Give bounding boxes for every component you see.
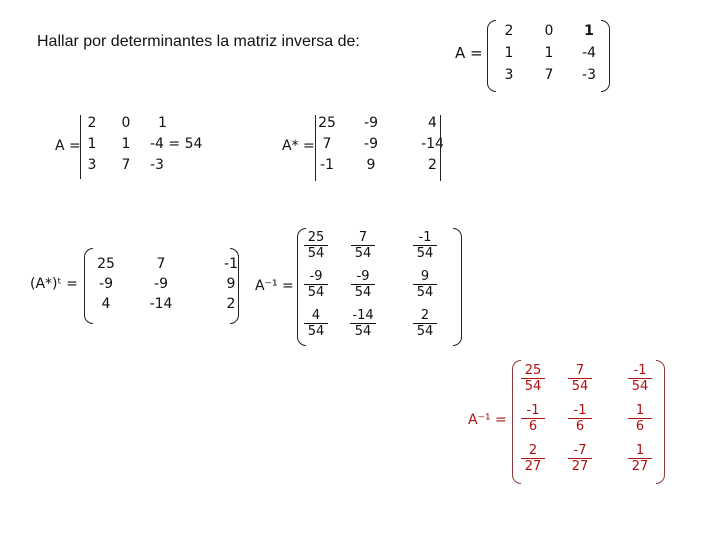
- denominator: 27: [524, 459, 542, 474]
- inverse-label: A⁻¹ =: [255, 278, 294, 294]
- numerator: 7: [351, 230, 375, 246]
- denominator: 6: [528, 419, 538, 434]
- denominator: 54: [416, 246, 434, 261]
- transposed-adjugate: [30, 248, 245, 324]
- inverse-matrix-fractions: [255, 228, 465, 346]
- numerator: 1: [628, 443, 652, 459]
- cell: 1: [504, 45, 514, 61]
- numerator: -1: [413, 230, 437, 246]
- cell: 7: [322, 136, 332, 152]
- numerator: 4: [304, 308, 328, 324]
- matrix-bracket: [453, 228, 462, 346]
- denominator: 54: [307, 324, 325, 339]
- fraction-cell: [548, 403, 612, 434]
- cell: 25: [97, 256, 115, 272]
- fraction-cell: [548, 363, 612, 394]
- cell: -9: [99, 276, 113, 292]
- denominator: 54: [307, 246, 325, 261]
- cell: 25: [318, 115, 336, 131]
- fraction-cell: [395, 308, 455, 339]
- fraction-cell: [518, 403, 548, 434]
- denominator: 54: [307, 285, 325, 300]
- transposed-cells: [86, 256, 266, 312]
- cell: 1: [158, 115, 167, 131]
- denominator: 54: [631, 379, 649, 394]
- determinant-bar: [440, 115, 441, 181]
- cell: 7: [121, 157, 131, 173]
- cell: -9: [364, 115, 378, 131]
- cell: 1: [584, 23, 594, 39]
- matrix-bracket: [230, 248, 239, 324]
- matrix-a-cells: [489, 23, 609, 83]
- problem-statement: Hallar por determinantes la matriz inversa de:: [37, 33, 360, 50]
- numerator: -1: [568, 403, 592, 419]
- numerator: -14: [352, 308, 374, 323]
- numerator: 2: [413, 308, 437, 324]
- numerator: 1: [628, 403, 652, 419]
- fraction-cell: [301, 230, 331, 261]
- matrix-bracket: [656, 360, 665, 484]
- cell: -9: [364, 136, 378, 152]
- numerator: -7: [568, 443, 592, 459]
- cell: -4 = 54: [150, 136, 203, 152]
- cell: -3: [150, 157, 164, 173]
- cell: -3: [582, 67, 596, 83]
- fraction-cell: [548, 443, 612, 474]
- cell: 1: [87, 136, 97, 152]
- cell: -1: [224, 256, 238, 272]
- denominator: 6: [575, 419, 585, 434]
- fraction-cell: [518, 443, 548, 474]
- fraction-cell: [331, 269, 395, 300]
- denominator: 54: [354, 285, 372, 300]
- inverse-simplified-label: A⁻¹ =: [468, 412, 507, 428]
- determinant-bar: [80, 115, 81, 179]
- fraction-cell: [331, 230, 395, 261]
- denominator: 54: [354, 324, 372, 339]
- cell: 2: [87, 115, 97, 131]
- determinant: [55, 113, 235, 183]
- fraction-cell: [301, 308, 331, 339]
- cell: -14: [149, 296, 173, 312]
- denominator: 6: [635, 419, 645, 434]
- cell: 7: [156, 256, 166, 272]
- transposed-label: (A*)ᵗ =: [30, 276, 78, 292]
- denominator: 54: [354, 246, 372, 261]
- denominator: 27: [571, 459, 589, 474]
- fraction-cell: [331, 308, 395, 339]
- cell: 7: [544, 67, 554, 83]
- fraction-cell: [518, 363, 548, 394]
- cell: 4: [428, 115, 437, 131]
- cell: 4: [101, 296, 111, 312]
- cell: -14: [421, 136, 444, 152]
- cell: 9: [226, 276, 236, 292]
- cell: -9: [154, 276, 168, 292]
- cell: 2: [504, 23, 514, 39]
- cell: 0: [544, 23, 554, 39]
- numerator: 25: [304, 230, 328, 246]
- matrix-bracket: [601, 20, 610, 92]
- denominator: 54: [524, 379, 542, 394]
- cell: 3: [87, 157, 97, 173]
- numerator: 25: [521, 363, 545, 379]
- fraction-cell: [395, 230, 455, 261]
- cell: -1: [320, 157, 334, 173]
- inverse-fraction-cells: [301, 230, 455, 339]
- inverse-matrix-simplified: [468, 360, 668, 484]
- cell: 1: [121, 136, 131, 152]
- cell: -4: [582, 45, 596, 61]
- matrix-a-label: A =: [455, 44, 483, 62]
- denominator: 54: [416, 285, 434, 300]
- numerator: -1: [628, 363, 652, 379]
- determinant-label: A =: [55, 138, 81, 154]
- adjugate-matrix: [282, 113, 447, 185]
- numerator: -9: [304, 269, 328, 285]
- numerator: 2: [521, 443, 545, 459]
- cell: 2: [428, 157, 437, 173]
- fraction-cell: [301, 269, 331, 300]
- numerator: 9: [413, 269, 437, 285]
- denominator: 54: [571, 379, 589, 394]
- determinant-bar: [315, 115, 316, 181]
- adjugate-label: A* =: [282, 138, 315, 154]
- cell: 9: [366, 157, 376, 173]
- numerator: -9: [351, 269, 375, 285]
- inverse-simplified-cells: [518, 363, 668, 474]
- denominator: 54: [416, 324, 434, 339]
- numerator: 7: [568, 363, 592, 379]
- numerator: -1: [521, 403, 545, 419]
- adjugate-cells: [317, 115, 460, 173]
- cell: 1: [544, 45, 554, 61]
- fraction-cell: [395, 269, 455, 300]
- cell: 2: [226, 296, 236, 312]
- determinant-cells: [82, 115, 220, 173]
- denominator: 27: [631, 459, 649, 474]
- cell: 0: [121, 115, 131, 131]
- cell: 3: [504, 67, 514, 83]
- matrix-a-top: [455, 20, 615, 92]
